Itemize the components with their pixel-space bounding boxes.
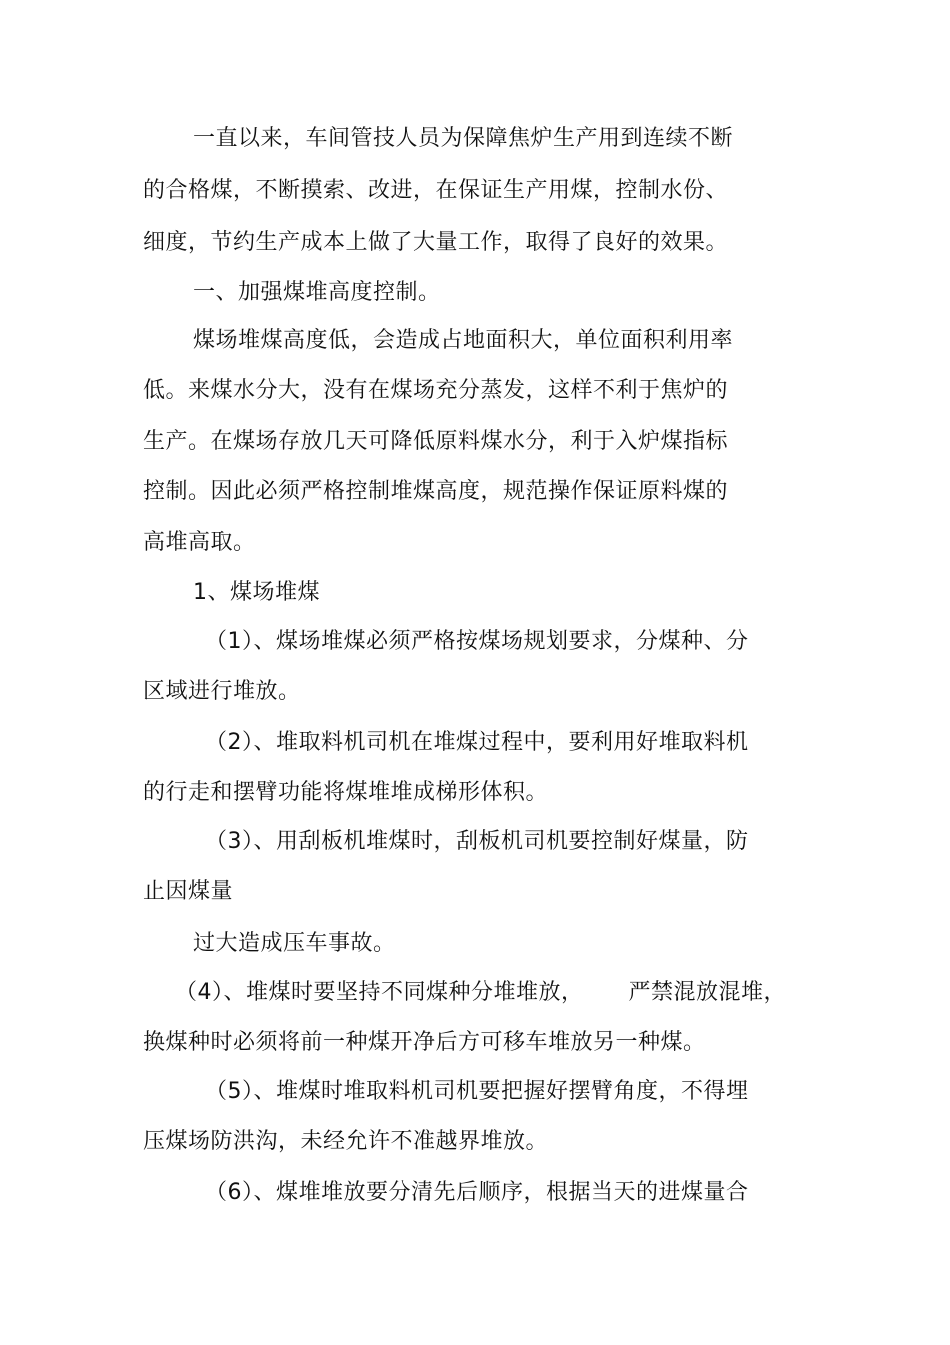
text-line: 换煤种时必须将前一种煤开净后方可移车堆放另一种煤。 <box>143 1030 706 1055</box>
text-line: 过大造成压车事故。 <box>193 931 396 956</box>
text-line: 止因煤量 <box>143 879 234 904</box>
text-line: 生产。在煤场存放几天可降低原料煤水分，利于入炉煤指标 <box>143 429 729 454</box>
subsection-heading: 1、煤场堆煤 <box>193 580 320 605</box>
text-line: 低。来煤水分大，没有在煤场充分蒸发，这样不利于焦炉的 <box>143 378 729 403</box>
list-item: （1）、煤场堆煤必须严格按煤场规划要求，分煤种、分 <box>205 629 749 654</box>
text-line: 的行走和摆臂功能将煤堆堆成梯形体积。 <box>143 780 549 805</box>
list-item: （3）、用刮板机堆煤时，刮板机司机要控制好煤量，防 <box>205 829 749 854</box>
text-line: 压煤场防洪沟，未经允许不准越界堆放。 <box>143 1129 549 1154</box>
list-item: （5）、堆煤时堆取料机司机要把握好摆臂角度，不得埋 <box>205 1079 749 1104</box>
text-line: 区域进行堆放。 <box>143 679 301 704</box>
text-line: 一直以来，车间管技人员为保障焦炉生产用到连续不断 <box>193 126 734 151</box>
list-item: （4）、堆煤时要坚持不同煤种分堆堆放， 严禁混放混堆， <box>175 980 786 1005</box>
text-line: 细度，节约生产成本上做了大量工作，取得了良好的效果。 <box>143 230 729 255</box>
section-heading: 一、加强煤堆高度控制。 <box>193 280 441 305</box>
list-item: （6）、煤堆堆放要分清先后顺序，根据当天的进煤量合 <box>205 1180 749 1205</box>
text-line: 的合格煤，不断摸索、改进，在保证生产用煤，控制水份、 <box>143 178 729 203</box>
list-item: （2）、堆取料机司机在堆煤过程中，要利用好堆取料机 <box>205 730 749 755</box>
text-line: 高堆高取。 <box>143 530 256 555</box>
text-line: 控制。因此必须严格控制堆煤高度，规范操作保证原料煤的 <box>143 479 729 504</box>
text-line: 煤场堆煤高度低，会造成占地面积大，单位面积利用率 <box>193 328 734 353</box>
